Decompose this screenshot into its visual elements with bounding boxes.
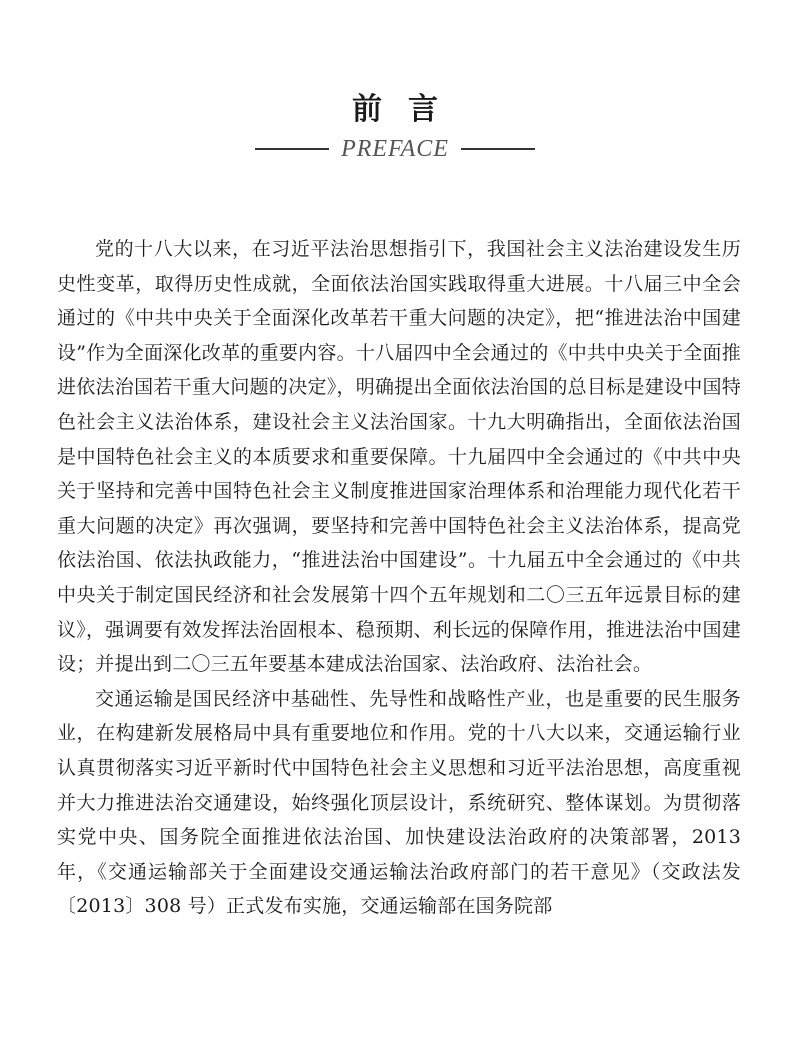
page-title: 前言 xyxy=(352,92,464,127)
title-block xyxy=(0,90,790,166)
paragraph-1: 党的十八大以来，在习近平法治思想指引下，我国社会主义法治建设发生历史性变革，取得历史性成就，全面依法治国实践取得重大进展。十八届三中全会通过的《中共中央关于全面深化改革若干重大问题的决定》，把“推进法治中国建设”作为全面深化改革的重要内容。十八届四中全会通过的《中共中央关于全面推进依法治国若干重大问题的决定》，明确提出全面依法治国的总目标是建设中国特色社会主义法治体系，建设社会主义法治国家。十九大明确指出，全面依法治国是中国特色社会主义的本质要求和重要保障。十九届四中全会通过的《中共中央关于坚持和完善中国特色社会主义制度推进国家治理体系和治理能力现代化若干重大问题的决定》再次强调，要坚持和完善中国特色社会主义法治体系，提高党依法治国、依法执政能力，“推进法治中国建设”。十九届五中全会通过的《中共中央关于制定国民经济和社会发展第十四个五年规划和二〇三五年远景目标的建议》，强调要有效发挥法治固根本、稳预期、利长远的保障作用，推进法治中国建设；并提出到二〇三五年要基本建成法治国家、法治政府、法治社会。 xyxy=(57,238,741,676)
right-decorative-rule xyxy=(461,148,535,150)
body-text xyxy=(57,232,741,924)
page-subtitle: PREFACE xyxy=(341,135,449,162)
left-decorative-rule xyxy=(255,148,329,150)
paragraph-2: 交通运输是国民经济中基础性、先导性和战略性产业，也是重要的民生服务业，在构建新发展格局中具有重要地位和作用。党的十八大以来，交通运输行业认真贯彻落实习近平新时代中国特色社会主义思想和习近平法治思想，高度重视并大力推进法治交通建设，始终强化顶层设计，系统研究、整体谋划。为贯彻落实党中央、国务院全面推进依法治国、加快建设法治政府的决策部署，2013 年，《交通运输部关于全面建设交通运输法治政府部门的若干意见》（交政法发〔2013〕308 号）正式发布实施，交通运输部在国务院部 xyxy=(57,687,741,918)
subtitle-row xyxy=(0,132,790,166)
